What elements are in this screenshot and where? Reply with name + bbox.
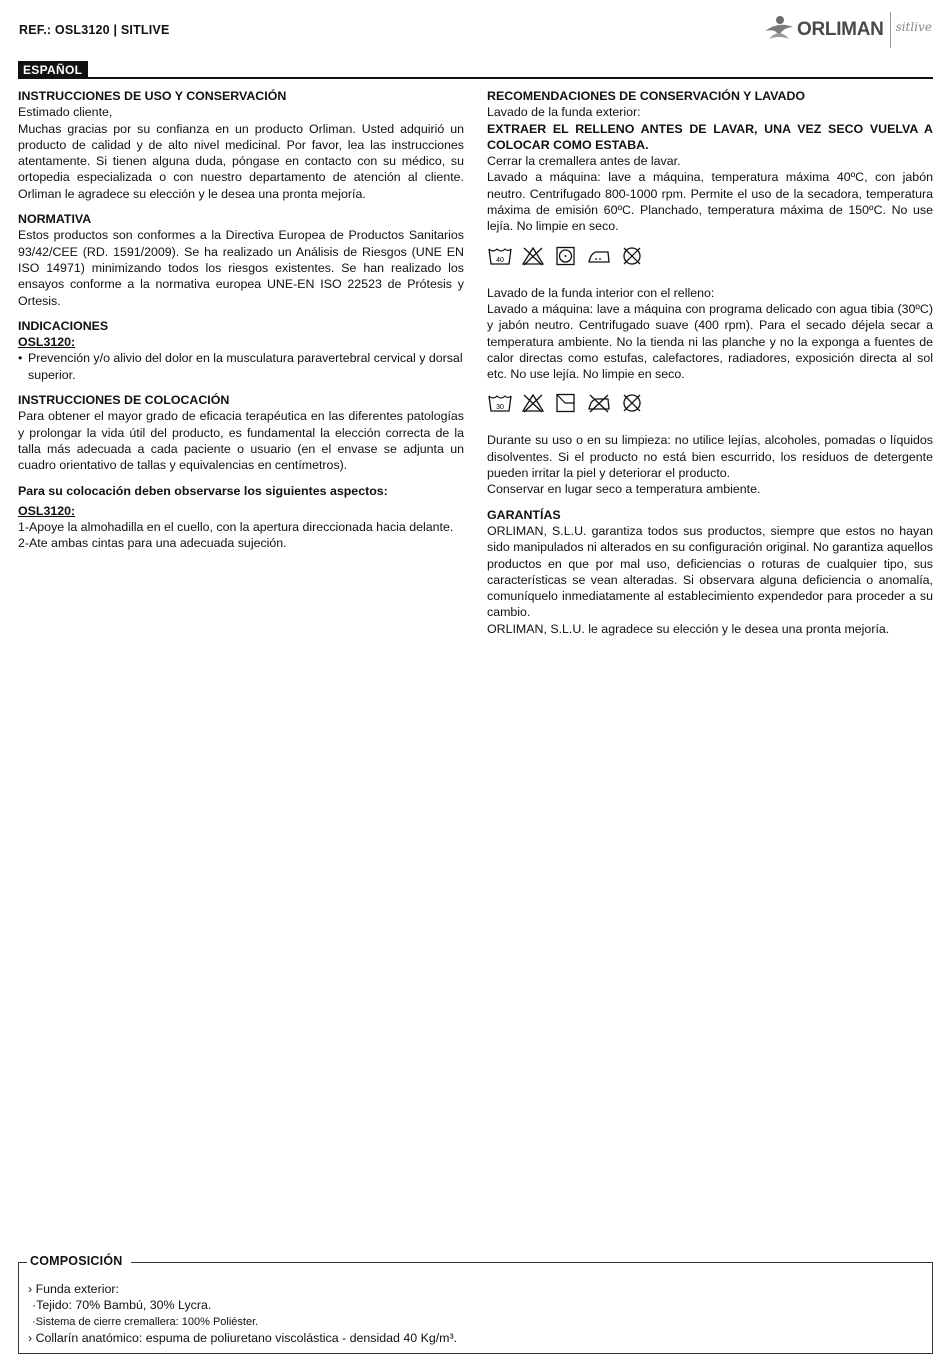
care-symbols-outer <box>488 245 933 267</box>
warranty-text: ORLIMAN, S.L.U. garantiza todos sus productos, siempre que estos no hayan sido manipulados ni alterados en su configuración original. No garantiza aquellos productos en que por mal uso, deficiencias o roturas de cualquier tipo, sus características se vean alteradas. Si observara alguna deficiencia o anomalía, comuníquelo inmediatamente al establecimiento expendedor para proceder a su cambio. <box>487 523 933 620</box>
usage-warning: Durante su uso o en su limpieza: no utilice lejías, alcoholes, pomadas o líquidos disolventes. Si el producto no está bien escurrido, los residuos de detergente pueden irritar la piel y deteriorar el producto. <box>487 433 933 481</box>
usage-text: Muchas gracias por su confianza en un producto Orliman. Usted adquirió un producto de calidad y de alto nivel medicinal. Por favor, lea las instrucciones atentamente. Si tienen alguna duda, póngase en contacto con su médico, su ortopedia especializada o con nuestro departamento de atención al cliente. Orliman le agradece su elección y le desea una pronta mejoría. <box>18 121 464 201</box>
composition-box <box>18 1254 933 1354</box>
no-iron-icon <box>587 393 611 413</box>
composition-border-right <box>131 1262 933 1263</box>
placement-aspects-title: Para su colocación deben observarse los siguientes aspectos: <box>18 483 388 498</box>
bullet-icon: • <box>18 351 23 366</box>
outer-wash-text: Lavado a máquina: lave a máquina, temperatura máxima 40ºC, con jabón neutro. Centrifugado 800-1000 rpm. Permite el uso de la secadora, temperatura máxima de emisión 60ºC. Planchado, temperatura máxima de 150ºC. No use lejía. No limpie en seco. <box>487 170 933 234</box>
placement-step-2: 2-Ate ambas cintas para una adecuada sujeción. <box>18 536 287 551</box>
orliman-logo <box>763 10 938 50</box>
svg-text:40: 40 <box>496 256 504 264</box>
composition-zipper: ·Sistema de cierre cremallera: 100% Poliéster. <box>32 1315 259 1328</box>
regulation-text: Estos productos son conformes a la Directiva Europea de Productos Sanitarios 93/42/CEE (RD. 1591/2009). Se ha realizado un Análisis de Riesgos (UNE EN ISO 14971) minimizando todos los riesgos existentes. Se han realizado los ensayos conforme a la normativa europea UNE-EN ISO 22523 de Prótesis y Ortesis. <box>18 228 464 308</box>
sub-brand: sitlive <box>895 20 932 34</box>
indication-item <box>18 350 464 383</box>
inner-wash-text: Lavado a máquina: lave a máquina con programa delicado con agua tibia (30ºC) y jabón neutro. Centrifugado suave (400 rpm). Para el secado déjela secar a temperatura ambiente. No la tienda ni las planche y no la exponga a fuentes de calor directas como estufas, calefactores, radiadores, exposición directa al sol etc. No use lejía. No limpie en seco. <box>487 301 933 382</box>
language-tab: ESPAÑOL <box>18 61 88 79</box>
usage-title: INSTRUCCIONES DE USO Y CONSERVACIÓN <box>18 89 287 103</box>
composition-fabric: ·Tejido: 70% Bambú, 30% Lycra. <box>32 1298 212 1313</box>
no-dry-clean-icon <box>620 393 644 413</box>
care-title: RECOMENDACIONES DE CONSERVACIÓN Y LAVADO <box>487 89 806 103</box>
placement-step-1: 1-Apoye la almohadilla en el cuello, con la apertura direccionada hacia delante. <box>18 520 454 535</box>
composition-border-left <box>18 1262 27 1263</box>
warranty-title: GARANTÍAS <box>487 507 561 522</box>
remove-filling-warning: EXTRAER EL RELLENO ANTES DE LAVAR, UNA VEZ SECO VUELVA A COLOCAR COMO ESTABA. <box>487 121 933 152</box>
outer-cover-subtitle: Lavado de la funda exterior: <box>487 105 641 120</box>
no-bleach-icon <box>521 246 545 266</box>
logo-divider <box>890 12 891 48</box>
no-dry-clean-icon <box>620 246 644 266</box>
indications-model: OSL3120: <box>18 335 76 350</box>
no-bleach-icon <box>521 393 545 413</box>
inner-cover-subtitle: Lavado de la funda interior con el relleno: <box>487 285 715 300</box>
greeting: Estimado cliente, <box>18 105 113 120</box>
composition-body <box>28 1281 457 1346</box>
reference-code: REF.: OSL3120 | SITLIVE <box>19 23 170 37</box>
placement-title: INSTRUCCIONES DE COLOCACIÓN <box>18 393 230 408</box>
indication-text: Prevención y/o alivio del dolor en la musculatura paravertebral cervical y dorsal superior. <box>28 351 463 382</box>
placement-model: OSL3120: <box>18 503 76 518</box>
care-symbols-inner <box>488 392 933 414</box>
line-dry-icon <box>554 393 578 413</box>
composition-title: COMPOSICIÓN <box>30 1254 123 1268</box>
zipper-note: Cerrar la cremallera antes de lavar. <box>487 154 681 169</box>
storage-note: Conservar en lugar seco a temperatura ambiente. <box>487 482 761 497</box>
orliman-figure-icon <box>763 15 795 45</box>
placement-text: Para obtener el mayor grado de eficacia terapéutica en las diferentes patologías y prolongar la vida útil del producto, es fundamental la elección correcta de la talla más adecuada a cada paciente o usuario (en el envase se adjunta un cuadro orientativo de tallas y equivalencias en centímetros). <box>18 409 464 473</box>
composition-outer-cover: › Funda exterior: <box>28 1282 119 1296</box>
svg-text:30: 30 <box>496 404 504 412</box>
wash-30-icon <box>488 393 512 413</box>
header-rule <box>18 77 933 79</box>
regulation-title: NORMATIVA <box>18 212 92 227</box>
brand-name: ORLIMAN <box>797 19 884 40</box>
warranty-thanks: ORLIMAN, S.L.U. le agradece su elección y le desea una pronta mejoría. <box>487 621 890 636</box>
wash-40-icon <box>488 246 512 266</box>
iron-icon <box>587 246 611 266</box>
right-column <box>487 88 933 637</box>
left-column <box>18 88 464 552</box>
tumble-dry-icon <box>554 246 578 266</box>
indications-title: INDICACIONES <box>18 318 109 333</box>
composition-collar: › Collarín anatómico: espuma de poliuretano viscolástica - densidad 40 Kg/m³. <box>28 1330 458 1345</box>
